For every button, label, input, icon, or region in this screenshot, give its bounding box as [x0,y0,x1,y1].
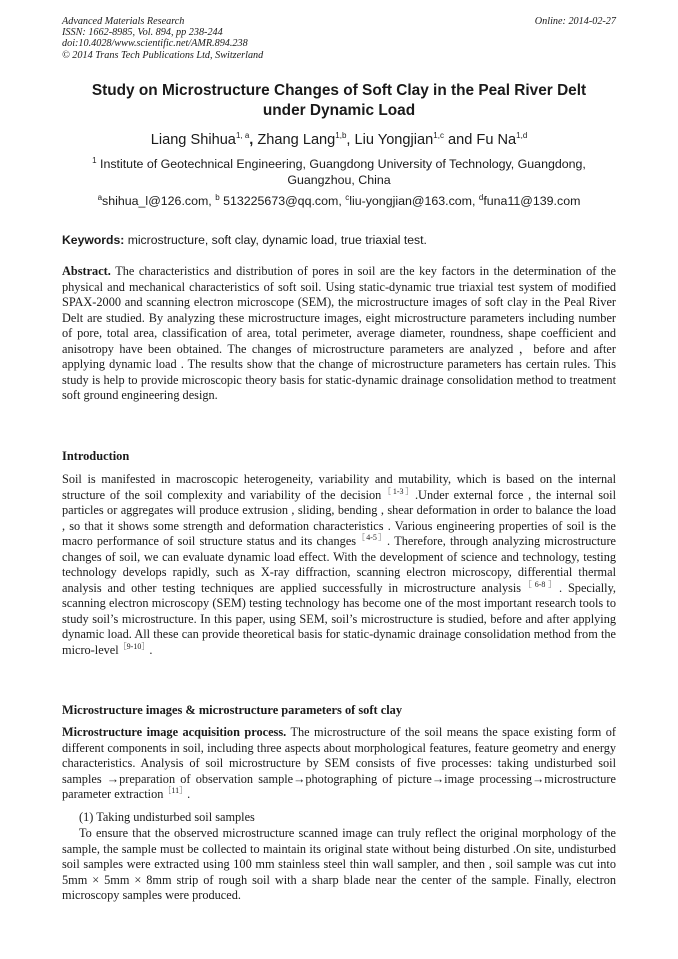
author-2-affil: 1,b [335,131,347,141]
email-b-mark: b [215,192,220,202]
affiliation-number: 1 [92,155,97,165]
introduction-paragraph [62,472,616,658]
abstract [62,264,616,404]
author-2: Zhang Lang [257,132,336,148]
author-1: Liang Shihua [150,132,236,148]
email-a-mark: a [97,192,103,202]
abstract-label: Abstract. [62,264,111,278]
online-date: Online: 2014-02-27 [534,16,616,27]
section-heading: Microstructure images & microstructure parameters of soft clay [62,703,403,717]
citation: ［4-5］ [356,532,388,542]
intro-text: . [149,642,153,657]
section-paragraph [62,725,616,803]
intro-text: Soil is manifested in macroscopic heterogeneity, variability and mutability, which is based on the internal structure of the soil complexity and variability of the decision [62,472,616,502]
journal-copyright: © 2014 Trans Tech Publications Ltd, Switzerland [62,49,264,61]
abstract-text: The characteristics and distribution of pores in soil are the key factors in the determination of the physical and mechanical characteristics of soft soil. Using static-dynamic true triaxial test system of modified SPAX-2000 and scanning electron microscope (SEM), the microstructure images of soft clay in the Peal River Delt are studied. By analyzing these microstructure images, eight microstructure parameters including number of pore, total area, classification of area, total perimeter, average diameter, roundness, shape coefficient and anisotropy have been obtained. The changes of microstructure parameters are analyzed ，before and after applying dynamic load . The results show that the change of microstructure parameters has certain rules. This study is help to provide microscopic theory basis for static-dynamic drainage consolidation method to treatment soft ground engineering design. [62,264,616,402]
section-text: . [187,787,191,801]
keywords-label: Keywords: [62,233,125,247]
citation: ［9-10］ [118,641,150,651]
email-d-mark: d [478,192,484,202]
citation: ［11］ [163,785,188,795]
email-b-link[interactable]: 513225673@qq.com, [219,194,346,208]
author-emails [62,193,616,209]
author-4: Fu Na [476,132,517,148]
section-text: The microstructure of the soil means the space existing form of different components in soil, including three aspects about morphological features, feature geometry and energy characteristics. Analysis of soil microstructure by SEM consists of five processes: taking undisturbed soil samples →preparation of observation sample→photographing of picture→image processing→microstructure parameter extraction [62,725,616,801]
journal-doi: doi:10.4028/www.scientific.net/AMR.894.238 [62,38,248,50]
author-sep: and [443,132,477,148]
intro-text: .Under external force , the internal soil particles or aggregates will produce extrusion , sliding, bending , shear deformation in order to balance the load , so that it shows some strength and deformation characteristics . Various engineering properties of soil is the macro performance of soil structure status and its changes [62,487,616,548]
keywords-text: microstructure, soft clay, dynamic load, true triaxial test. [124,233,427,247]
subsection-label: Microstructure image acquisition process. [62,725,287,739]
journal-issn: ISSN: 1662-8985, Vol. 894, pp 238-244 [62,27,223,39]
email-c-link[interactable]: liu-yongjian@163.com, [349,194,479,208]
author-list [62,130,616,150]
affiliation-text: Institute of Geotechnical Engineering, Guangdong University of Technology, Guangdong, [96,157,586,171]
author-sep: , [249,132,258,148]
author-1-affil: 1, a [235,131,250,141]
citation: ［1-3］ [381,486,415,496]
intro-text: . Therefore, through analyzing microstructure changes of soil, we can evaluate dynamic load effect. With the development of science and technology, testing technology develops rapidly, such as X-ray diffraction, scanning electron microscopy, differential thermal analysis and other testing techniques are applied successfully in microstructure analysis [62,534,616,595]
citation: ［6-8］ [521,579,559,589]
paper-title [62,81,616,121]
intro-text: . Specially, scanning electron microscopy (SEM) testing technology has become one of the most important research tools to study soil’s microstructure. In this paper, using SEM, soil’s microstructure is studied, before and after applying dynamic load. All these can provide theoretical basis for static-dynamic drainage consolidation method from the micro-level [62,580,616,657]
affiliation-line-1 [62,156,616,172]
journal-name: Advanced Materials Research [62,16,185,27]
email-c-mark: c [345,192,350,202]
step-heading: (1) Taking undisturbed soil samples [79,810,255,824]
email-a-link[interactable]: shihua_l@126.com, [102,194,216,208]
step-paragraph: To ensure that the observed microstructure scanned image can truly reflect the original morphology of the sample, the sample must be collected to maintain its original state without being disturbed .On site, undisturbed soil samples were extracted using 100 mm stainless steel thin wall sampler, and then , soil sample was cut into 5mm × 5mm × 8mm strip of rough soil with a sharp blade near the center of the sample. Finally, electron microscopy samples were produced. [62,826,616,902]
affiliation-line-2: Guangzhou, China [287,173,391,187]
email-d-link[interactable]: funa11@139.com [483,194,581,208]
author-3: Liu Yongjian [354,132,434,148]
title-line-1: Study on Microstructure Changes of Soft Clay in the Peal River Delt [91,82,587,99]
author-4-affil: 1,d [516,131,528,141]
keywords [62,232,616,248]
introduction-heading: Introduction [62,449,130,463]
affiliation [62,156,616,188]
title-line-2: under Dynamic Load [262,102,416,119]
author-sep: , [346,132,355,148]
journal-header [62,16,263,61]
author-3-affil: 1,c [433,131,444,141]
